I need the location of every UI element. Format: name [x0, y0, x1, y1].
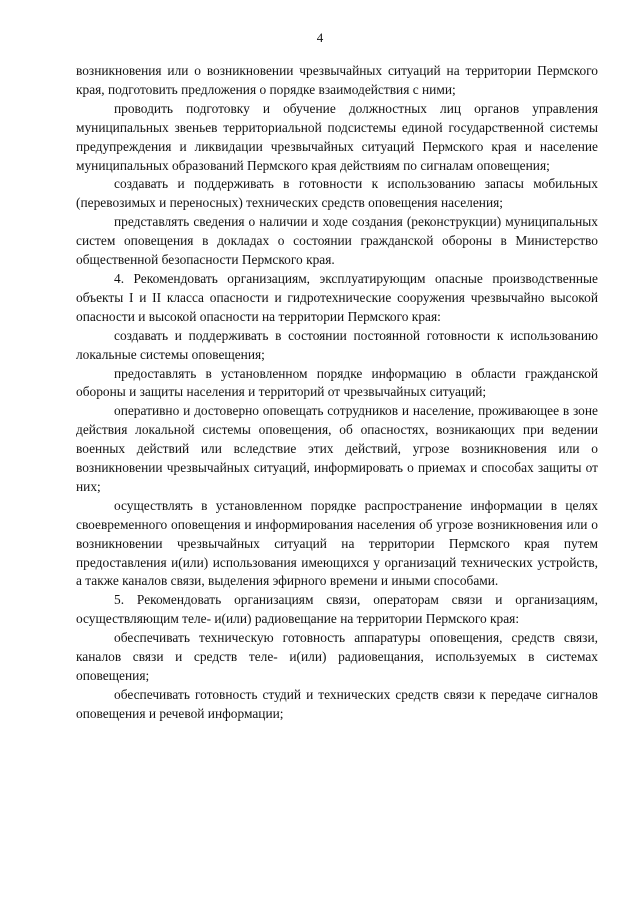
paragraph: обеспечивать готовность студий и технических средств связи к передаче сигналов оповещения и речевой информации;: [76, 686, 598, 721]
page-number: 4: [316, 30, 324, 45]
paragraph: предоставлять в установленном порядке информацию в области гражданской обороны и защиты населения и территорий от чрезвычайных ситуаций;: [76, 365, 598, 400]
paragraph: осуществлять в установленном порядке распространение информации в целях своевременного оповещения и информирования населения об угрозе возникновения или о возникновении чрезвычайных ситуаций на территории Пермского края путем предоставления и(или) использования имеющихся у организаций технических устройств, а также каналов связи, выделения эфирного времени и иными способами.: [76, 497, 598, 589]
paragraph: 5. Рекомендовать организациям связи, операторам связи и организациям, осуществляющим теле- и(или) радиовещание на территории Пермского края:: [76, 592, 598, 627]
paragraph: создавать и поддерживать в готовности к использованию запасы мобильных (перевозимых и переносных) технических средств оповещения населения;: [76, 176, 598, 211]
paragraph: представлять сведения о наличии и ходе создания (реконструкции) муниципальных систем оповещения в докладах о состоянии гражданской обороны в Министерство общественной безопасности Пермского края.: [76, 214, 598, 268]
document-body: [76, 62, 598, 724]
paragraph: проводить подготовку и обучение должностных лиц органов управления муниципальных звеньев территориальной подсистемы единой государственной системы предупреждения и ликвидации чрезвычайных ситуаций Пермского края и население муниципальных образований Пермского края действиям по сигналам оповещения;: [76, 100, 598, 173]
paragraph: обеспечивать техническую готовность аппаратуры оповещения, средств связи, каналов связи и средств теле- и(или) радиовещания, используемых в системах оповещения;: [76, 630, 598, 683]
paragraph: оперативно и достоверно оповещать сотрудников и население, проживающее в зоне действия локальной системы оповещения, об опасностях, возникающих при ведении военных действий или вследствие этих действий, угрозе возникновения или о возникновении чрезвычайных ситуаций, информировать о приемах и способах защиты от них;: [76, 403, 598, 494]
paragraph: возникновения или о возникновении чрезвычайных ситуаций на территории Пермского края, подготовить предложения о порядке взаимодействия с ними;: [76, 63, 598, 97]
paragraph: 4. Рекомендовать организациям, эксплуатирующим опасные производственные объекты I и II класса опасности и гидротехнические сооружения чрезвычайно высокой опасности и высокой опасности на территории Пермского края:: [76, 270, 598, 324]
paragraph: создавать и поддерживать в состоянии постоянной готовности к использованию локальные системы оповещения;: [76, 327, 598, 362]
